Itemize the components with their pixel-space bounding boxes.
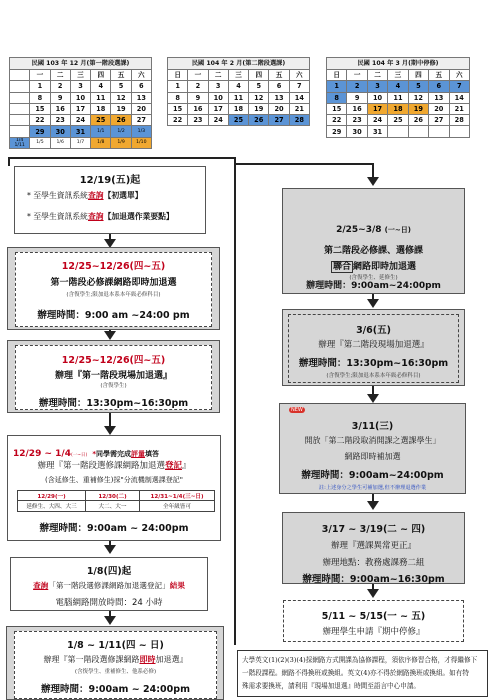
day-cell-highlight: 2 [347,81,367,92]
flow-arrow [367,394,379,403]
day-cell: 7 [289,81,309,92]
step-title: 辦理學生申請『期中停修』 [322,627,425,637]
step-title: 辦理『選課異常更正』 [330,541,416,551]
weekday-header: 二 [367,70,387,81]
step-subtitle: (含復學生;限加退本系本年級必修科目) [326,373,421,379]
day-cell-highlight: 1/2 [111,126,131,137]
step-midterm-withdrawal [283,600,464,642]
step-date: 3/11(三) [351,421,394,432]
blue-note: 註:上述身分之學生可補加選,但不辦理退選作業 [318,485,427,491]
day-cell: 31 [367,126,387,137]
day-cell-highlight: 6 [429,81,449,92]
step-subtitle: (含延修生、重補修生)採"分流機制選課登記" [45,476,183,484]
step-time: 辦理時間：9:00am~24:00pm [306,281,441,291]
weekday-header: 六 [289,70,309,81]
step-date: 12/25~12/26(四~五) [61,261,166,272]
bullet-icon: * [27,212,34,221]
day-cell: 4 [91,81,111,92]
day-cell: 19 [249,103,269,114]
day-cell: 9 [50,92,70,103]
day-cell: 24 [208,115,228,126]
step-time: 辦理時間：13:30pm~16:30pm [38,398,189,409]
step-time: 辦理時間：9:00am~24:00pm [301,470,444,481]
step-course-correction [282,512,465,584]
step-title: 辦理『第二階段現場加退選』 [318,340,429,350]
step-title: 開放「第二階段取消開課之選課學生」 [304,436,441,445]
day-cell: 12 [249,92,269,103]
note-line: 一階段課程。網路不得換班或換組。英文(4)亦不得於網路換班或換組。如有特 [242,669,469,677]
step-time: 辦理時間：9:00 am ~24:00 pm [37,310,190,321]
step-inner-frame [15,345,212,410]
flow-arrow [367,589,379,598]
query-link: 查詢 [33,581,49,590]
day-cell: 20 [269,103,289,114]
step-time: 辦理時間：9:00am ~ 24:00pm [41,684,190,695]
weekday-header: 五 [429,70,449,81]
flow-arrow [367,299,379,308]
schedule-table [17,490,215,512]
day-cell: 13 [429,92,449,103]
day-cell-highlight: 1/10 [131,137,151,148]
weekday-header: 日 [168,70,188,81]
day-cell-highlight: 26 [249,115,269,126]
day-cell: 3 [70,81,90,92]
weekday-header: 二 [50,70,70,81]
text: 網路即時加退選 [353,262,417,272]
step-phase2-joint-online [282,188,465,294]
connector-line [372,163,374,178]
table-cell: 大二、大一 [86,501,140,512]
step-title: 第二階段必修課、選修課 [323,246,423,256]
day-cell: 2 [188,81,208,92]
day-cell: 1 [30,81,50,92]
calendar-title: 民國 104 年 3 月(期中停修) [327,58,470,70]
step-time: 辦理時間：13:30pm~16:30pm [298,358,449,369]
day-cell-highlight: 19 [408,103,428,114]
text: 辦理地點：教務處課務二組 [322,558,425,568]
day-cell: 21 [449,103,469,114]
day-cell: 24 [367,115,387,126]
day-cell [449,126,469,137]
step-date: 12/29 ~ 1/4 [13,449,71,459]
step-subtitle: (含復學生) [100,383,127,389]
weekday-header: 四 [249,70,269,81]
weekday-header: 一 [347,70,367,81]
step-phase1-onsite [7,340,220,413]
day-cell-highlight: 31 [70,126,90,137]
step-phase1-required-online [7,247,220,330]
day-cell: 23 [50,115,70,126]
weekday-header: 三 [228,70,248,81]
day-cell-highlight: 5 [408,81,428,92]
evaluation-link: 評量 [131,450,146,458]
text: 【初選單】 [103,191,143,200]
step-date: 12/25~12/26(四~五) [61,355,166,366]
step-subtitle: (含復學生、重補修生、他系必修) [74,669,157,675]
step-date: 12/19(五)起 [79,175,141,186]
step-title: 辦理『第一階段選修課網路 [43,655,140,664]
flow-arrow [104,426,116,435]
day-cell: 23 [347,115,367,126]
joint-label: 聯合 [332,262,351,272]
step-phase2-cancelled-course-add [279,403,466,494]
query-link: 查詢 [87,191,104,200]
day-cell-highlight: 25 [91,115,111,126]
calendar-dec-2014 [9,57,152,149]
day-cell-highlight: 4 [388,81,408,92]
day-cell: 12 [408,92,428,103]
step-title: 辦理『第一階段現場加退選』 [54,371,172,381]
day-cell: 11 [91,92,111,103]
day-cell-highlight: 7 [449,81,469,92]
flow-arrow [104,545,116,554]
day-cell: 21 [289,103,309,114]
step-inner-frame [14,631,217,699]
day-cell: 8 [30,92,50,103]
text: 至學生資訊系統 [33,191,88,200]
step-time: 辦理時間：9:00am ~ 24:00pm [39,523,189,534]
text: 「第一階段選修課網路加退選登記」 [48,581,170,590]
day-cell-highlight [10,137,30,148]
day-cell: 27 [131,115,151,126]
day-cell: 12 [111,92,131,103]
day-cell: 17 [70,103,90,114]
day-cell: 1/7 [70,137,90,148]
day-cell: 9 [188,92,208,103]
weekday-header: 五 [111,70,131,81]
day-cell-highlight: 1/1 [91,126,111,137]
weekday-header: 三 [70,70,90,81]
day-label: 1/4 [15,137,24,143]
step-inner-frame [15,252,212,327]
instant-link: 即時 [139,655,156,664]
day-cell: 22 [30,115,50,126]
note-line: 大學英文(1)(2)(3)(4)採網路方式開課為協修課程，須依序修習合格，才得繼修下 [242,656,478,664]
day-cell-highlight: 30 [50,126,70,137]
step-query-result [10,557,208,611]
day-cell: 24 [70,115,90,126]
day-cell: 29 [327,126,347,137]
day-cell: 6 [269,81,289,92]
day-cell: 3 [208,81,228,92]
day-cell: 1 [168,81,188,92]
day-cell: 18 [228,103,248,114]
connector-line [234,163,374,165]
weekday-header: 四 [91,70,111,81]
day-cell [429,126,449,137]
connector-line [109,413,111,427]
step-date: 1/8(四)起 [86,566,132,577]
day-cell: 19 [111,103,131,114]
text: 』 [182,461,191,471]
day-cell-highlight: 17 [367,103,387,114]
step-title: 第一階段必修課網路即時加退選 [50,278,177,288]
step-time: 辦理時間：9:00am~16:30pm [302,574,445,585]
text: 【加退選作業要點】 [103,212,174,221]
text: 網路即時補加選 [344,452,401,461]
step-date: 2/25~3/8 [336,225,382,235]
calendar-title: 民國 104 年 2 月(第二階段選課) [168,58,310,70]
day-cell-highlight: 29 [30,126,50,137]
day-cell: 10 [70,92,90,103]
weekday-header: 日 [327,70,347,81]
day-cell-highlight: 3 [367,81,387,92]
table-header: 12/31~1/4(三~日) [140,491,215,501]
query-link: 查詢 [87,212,104,221]
weekday-header: 二 [208,70,228,81]
day-cell: 20 [429,103,449,114]
step-title: 辦理『第一階段選修課網路加退選 [37,461,165,471]
step-phase1-elective-instant [6,626,224,700]
weekday-header: 六 [131,70,151,81]
day-cell: 11 [228,92,248,103]
calendar-title: 民國 103 年 12 月(第一階段選課) [10,58,152,70]
text: 結果 [169,581,185,590]
day-cell-highlight: 27 [269,115,289,126]
step-date-sub: (一~日) [384,226,411,234]
step-subtitle: (含復學生、延修生) [349,275,398,281]
flow-arrow [367,501,379,510]
weekday-header: 五 [269,70,289,81]
day-cell: 8 [168,92,188,103]
day-cell: 16 [50,103,70,114]
day-cell: 5 [111,81,131,92]
step-inner-frame [288,314,459,383]
asterisk: * [92,450,97,458]
registration-link: 登記 [164,461,182,471]
step-date: 5/11 ~ 5/15(一 ~ 五) [321,611,426,622]
day-cell: 15 [327,103,347,114]
step-date: 3/17 ~ 3/19(二 ~ 四) [321,524,426,535]
table-header: 12/30(二) [86,491,140,501]
table-header: 12/29(一) [18,491,86,501]
weekday-header: 一 [30,70,50,81]
connector-line [8,157,236,159]
day-cell-highlight: 18 [388,103,408,114]
day-cell-highlight: 25 [228,115,248,126]
text: 至學生資訊系統 [33,212,88,221]
day-cell: 16 [188,103,208,114]
day-cell: 15 [30,103,50,114]
table-cell: 延修生、大四、大三 [18,501,86,512]
text: 填答 [145,450,160,458]
step-date-sub: (一~日) [70,453,88,458]
weekday-header: 一 [188,70,208,81]
flow-arrow [104,331,116,340]
day-cell-highlight: 28 [289,115,309,126]
text: 電腦網路開放時間：24 小時 [55,598,163,608]
bullet-icon: * [27,191,34,200]
day-cell-highlight: 1/8 [91,137,111,148]
day-cell: 26 [408,115,428,126]
step-date: 1/8 ~ 1/11(四 ~ 日) [67,640,164,651]
day-cell [388,126,408,137]
day-cell: 2 [50,81,70,92]
day-cell: 25 [388,115,408,126]
day-cell: 27 [429,115,449,126]
day-cell [408,126,428,137]
calendar-feb-2015 [167,57,310,126]
day-cell: 28 [449,115,469,126]
day-cell: 4 [228,81,248,92]
day-cell: 13 [131,92,151,103]
note-line: 殊需求要換班，請利用『現場加退選』時間至語言中心申請。 [242,682,421,690]
day-cell-highlight: 1 [327,81,347,92]
weekday-header: 四 [408,70,428,81]
day-cell: 22 [168,115,188,126]
text: 加退選』 [155,655,188,664]
step-date: 3/6(五) [356,325,391,336]
day-cell: 17 [208,103,228,114]
calendar-mar-2015 [326,57,470,138]
day-cell: 13 [269,92,289,103]
day-label: 1/11 [14,142,25,148]
day-cell: 23 [188,115,208,126]
day-cell-highlight: 1/3 [131,126,151,137]
english-course-note [237,650,488,697]
day-cell: 9 [347,92,367,103]
day-cell-highlight: 26 [111,115,131,126]
connector-line [234,157,236,645]
weekday-header: 三 [388,70,408,81]
day-cell: 6 [131,81,151,92]
weekday-header [10,70,30,81]
day-cell: 30 [347,126,367,137]
day-cell: 14 [449,92,469,103]
flow-arrow [104,616,116,625]
weekday-header: 六 [449,70,469,81]
day-cell: 22 [327,115,347,126]
step-initial-query [14,166,206,234]
day-cell: 16 [347,103,367,114]
day-cell: 10 [208,92,228,103]
step-phase1-elective-registration [7,435,221,541]
table-cell: 全年級皆可 [140,501,215,512]
step-phase2-onsite [282,309,465,386]
day-cell-highlight: 1/9 [111,137,131,148]
day-cell: 1/5 [30,137,50,148]
step-subtitle: (含復學生;限加退本系本年級必修科目) [66,292,161,298]
day-cell: 1/6 [50,137,70,148]
day-cell: 18 [91,103,111,114]
day-cell: 20 [131,103,151,114]
day-cell: 10 [367,92,387,103]
day-cell: 5 [249,81,269,92]
day-cell-highlight: 8 [327,92,347,103]
text: 同學需完成 [96,450,132,458]
flow-arrow [367,177,379,186]
day-cell: 11 [388,92,408,103]
new-badge: NEW [291,407,303,413]
day-cell: 14 [289,92,309,103]
day-cell: 15 [168,103,188,114]
